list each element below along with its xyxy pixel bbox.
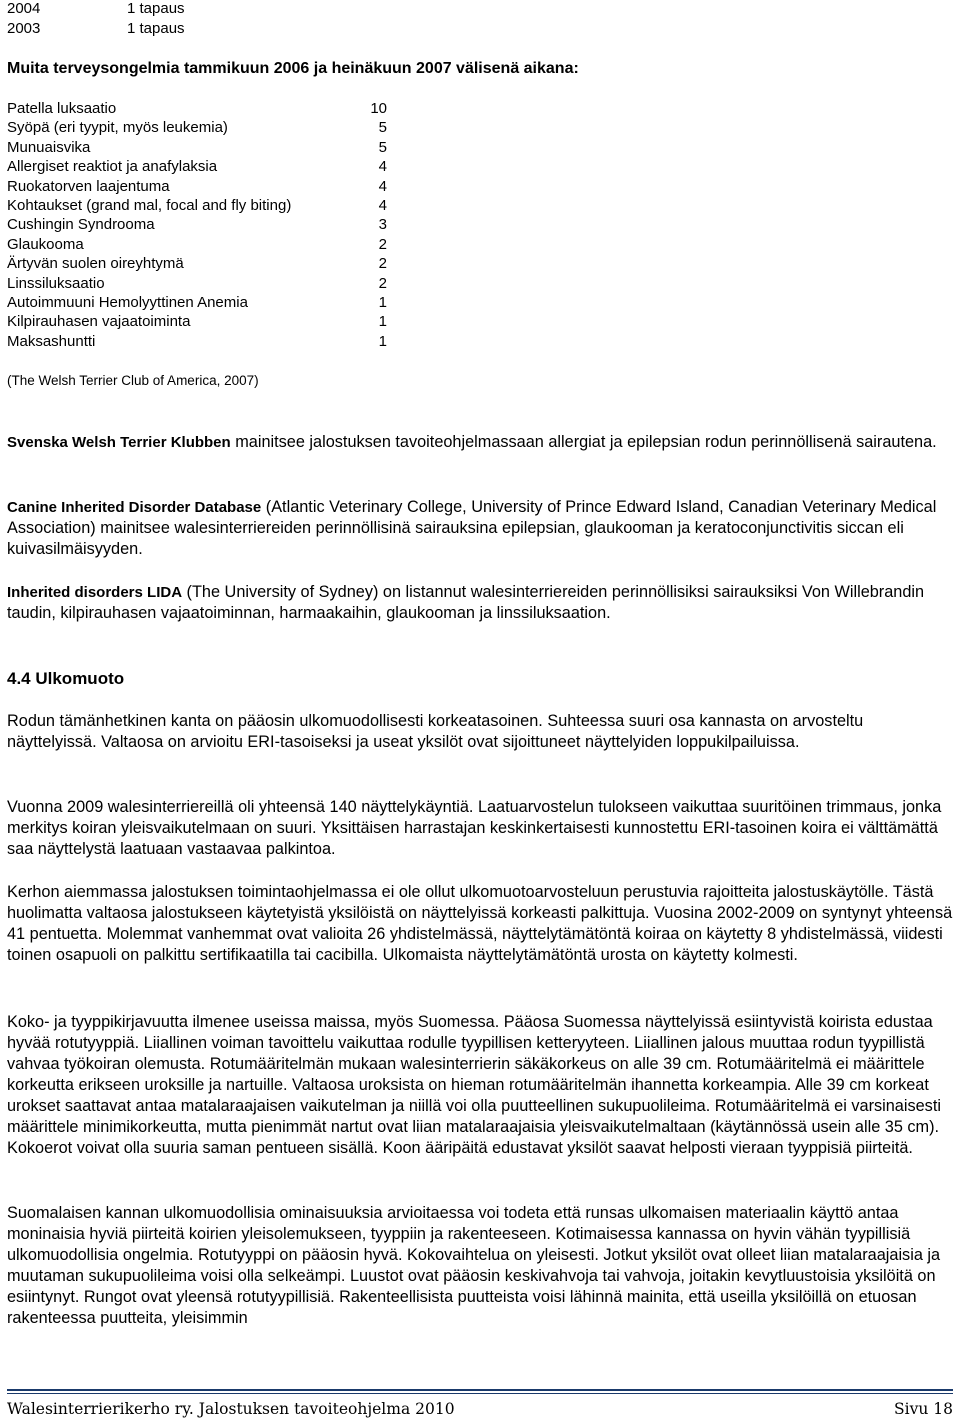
condition-row bbox=[7, 99, 407, 118]
paragraph: Vuonna 2009 walesinterriereillä oli yhteensä 140 näyttelykäyntiä. Laatuarvostelun tulokseen vaikuttaa suuritöinen trimmaus, jonka merkitys koiran yleisvaikutelmaan on suuri. Yksittäisen harrastajan keskinkertaisesti kunnostettu ERI-tasoinen koira ei välttämättä saa näyttelystä laatuaan vastaavaa palkintoa. bbox=[7, 798, 942, 858]
paragraph: Koko- ja tyyppikirjavuutta ilmenee useissa maissa, myös Suomessa. Pääosa Suomessa näyttelyissä esiintyvistä koirista edustaa hyvää rotutyyppiä. Liiallinen voiman tavoittelu vaikuttaa rodulle tyypillisen ketteryyteen. Liiallinen jalous muuttaa rodun tyypillistä vahvaa työkoiran olemusta. Rotumääritelmän mukaan walesinterrierin säkäkorkeus on alle 39 cm. Rotumääritelmä ei määrittele korkeutta erikseen uroksille ja nartuille. Valtaosa uroksista on hieman rotumääritelmän ihannetta korkeampia. Alle 39 cm korkeat urokset saattavat antaa matalaraajaisen vaikutelman ja niillä voi olla puutteellinen sukupuolileima. Rotumääritelmä ei varsinaisesti määrittele minimikorkeutta, mutta pienimmät nartut ovat liian matalaraajaisia yleisvaikutelmaltaan (käytännössä usein alle 35 cm). Kokoerot voivat olla suuria saman pentueen sisällä. Koon ääripäitä edustavat yksilöt saavat helposti vieraan tyyppisiä piirteitä. bbox=[7, 1013, 941, 1157]
condition-count: 5 bbox=[378, 138, 387, 156]
paragraph-lida bbox=[7, 582, 953, 624]
page-footer bbox=[7, 1398, 953, 1420]
paragraph-bold-lead: Inherited disorders LIDA bbox=[7, 584, 183, 601]
condition-count: 4 bbox=[378, 158, 387, 176]
cases: 1 tapaus bbox=[127, 0, 185, 17]
condition-name: Autoimmuuni Hemolyyttinen Anemia bbox=[7, 293, 248, 311]
paragraph-swedish-club bbox=[7, 432, 953, 453]
footer-rule-thin bbox=[7, 1393, 953, 1394]
year: 2003 bbox=[7, 19, 41, 37]
paragraph-text: mainitsee jalostuksen tavoiteohjelmassaan allergiat ja epilepsian rodun perinnöllisenä sairautena. bbox=[230, 433, 937, 451]
footer-title: Walesinterrierikerho ry. Jalostuksen tavoiteohjelma 2010 bbox=[7, 1400, 455, 1418]
condition-name: Allergiset reaktiot ja anafylaksia bbox=[7, 158, 218, 176]
condition-row bbox=[7, 215, 407, 234]
footer-rule bbox=[7, 1389, 953, 1391]
condition-name: Kohtaukset (grand mal, focal and fly biting) bbox=[7, 196, 292, 214]
condition-name: Maksashuntti bbox=[7, 332, 96, 350]
condition-row bbox=[7, 235, 407, 254]
condition-count: 4 bbox=[378, 196, 387, 214]
condition-count: 2 bbox=[378, 274, 387, 292]
condition-count: 10 bbox=[370, 100, 387, 117]
paragraph-text: (The University of Sydney) on listannut walesinterriereiden perinnöllisiksi sairauksiksi Von Willebrandin taudin, kilpirauhasen vajaatoiminnan, harmaakaihin, glaukooman ja linssiluksaation. bbox=[7, 583, 925, 622]
conditions-heading: Muita terveysongelmia tammikuun 2006 ja heinäkuun 2007 välisenä aikana: bbox=[7, 60, 579, 77]
condition-name: Glaukooma bbox=[7, 235, 84, 253]
condition-name: Linssiluksaatio bbox=[7, 274, 105, 292]
condition-name: Syöpä (eri tyypit, myös leukemia) bbox=[7, 119, 228, 137]
conditions-list bbox=[7, 99, 407, 351]
condition-count: 5 bbox=[378, 119, 387, 137]
condition-count: 1 bbox=[378, 332, 387, 350]
paragraph-cidd bbox=[7, 497, 953, 560]
condition-name: Kilpirauhasen vajaatoiminta bbox=[7, 313, 191, 331]
paragraph-text: (Atlantic Veterinary College, University of Prince Edward Island, Canadian Veterinary Medical Association) mainitsee walesinterriereiden perinnöllisinä sairauksina epilepsian, glaukooman ja keratoconjunctivitis siccan eli kuivasilmäisyyden. bbox=[7, 498, 937, 558]
paragraph-bold-lead: Svenska Welsh Terrier Klubben bbox=[7, 434, 231, 451]
condition-row bbox=[7, 312, 407, 331]
condition-count: 1 bbox=[378, 293, 387, 311]
condition-name: Patella luksaatio bbox=[7, 100, 117, 117]
condition-count: 2 bbox=[378, 235, 387, 253]
condition-name: Ärtyvän suolen oireyhtymä bbox=[7, 255, 184, 273]
condition-row bbox=[7, 332, 407, 351]
condition-count: 3 bbox=[378, 216, 387, 234]
condition-count: 4 bbox=[378, 177, 387, 195]
condition-name: Munuaisvika bbox=[7, 138, 91, 156]
paragraph: Suomalaisen kannan ulkomuodollisia ominaisuuksia arvioitaessa voi todeta että runsas ulkomaisen materiaalin käyttö antaa moninaisia hyviä piirteitä koirien yleisolemukseen, tyyppiin ja rakenteeseen. Kotimaisessa kannassa on hyvin vähän tyypillisiä ulkomuodollisia ongelmia. Rotutyyppi on pääosin hyvä. Kokovaihtelua on yleisesti. Jotkut yksilöt ovat olleet liian matalaraajaisia ja muutaman sukupuolileima voisi olla selkeämpi. Luustot ovat pääosin keskivahvoja tai vahvoja, joitakin kevytluustoisia yksilöitä on esiintynyt. Rungot ovat yleensä rotutyypillisiä. Rakenteellisista puutteista voisi lähinnä mainita, että useilla yksilöillä on etuosan rakenteessa puutteita, yleisimmin bbox=[7, 1204, 941, 1327]
condition-row bbox=[7, 274, 407, 293]
paragraph: Rodun tämänhetkinen kanta on pääosin ulkomuodollisesti korkeatasoinen. Suhteessa suuri osa kannasta on arvosteltu näyttelyissä. Valtaosa on arvioitu ERI-tasoiseksi ja useat yksilöt ovat sijoittuneet näyttelyiden loppukilpailuissa. bbox=[7, 712, 864, 751]
section-title: 4.4 Ulkomuoto bbox=[7, 669, 125, 688]
condition-name: Ruokatorven laajentuma bbox=[7, 177, 170, 195]
condition-row bbox=[7, 254, 407, 273]
paragraph: Kerhon aiemmassa jalostuksen toimintaohjelmassa ei ole ollut ulkomuotoarvosteluun perustuvia rajoitteita jalostuskäytölle. Tästä huolimatta valtaosa jalostukseen käytetyistä yksilöistä on näyttelyissä korkeasti palkittuja. Vuosina 2002-2009 on syntynyt yhteensä 41 pentuetta. Molemmat vanhemmat ovat valioita 26 yhdistelmässä, näyttelytämätöntä koiraa on käytetty 8 yhdistelmässä, viidesti toinen osapuoli on palkittu sertifikaatilla tai cacibilla. Ulkomaista näyttelytämätöntä urosta on käytetty kolmesti. bbox=[7, 883, 953, 964]
condition-row bbox=[7, 138, 407, 157]
page-number: Sivu 18 bbox=[894, 1400, 953, 1418]
condition-row bbox=[7, 177, 407, 196]
condition-row bbox=[7, 196, 407, 215]
condition-row bbox=[7, 293, 407, 312]
cases: 1 tapaus bbox=[127, 19, 185, 37]
condition-row bbox=[7, 157, 407, 176]
condition-count: 1 bbox=[378, 313, 387, 331]
condition-row bbox=[7, 118, 407, 137]
source-citation: (The Welsh Terrier Club of America, 2007) bbox=[7, 373, 259, 388]
condition-name: Cushingin Syndrooma bbox=[7, 216, 155, 234]
condition-count: 2 bbox=[378, 255, 387, 273]
year: 2004 bbox=[7, 0, 41, 17]
paragraph-bold-lead: Canine Inherited Disorder Database bbox=[7, 499, 262, 516]
